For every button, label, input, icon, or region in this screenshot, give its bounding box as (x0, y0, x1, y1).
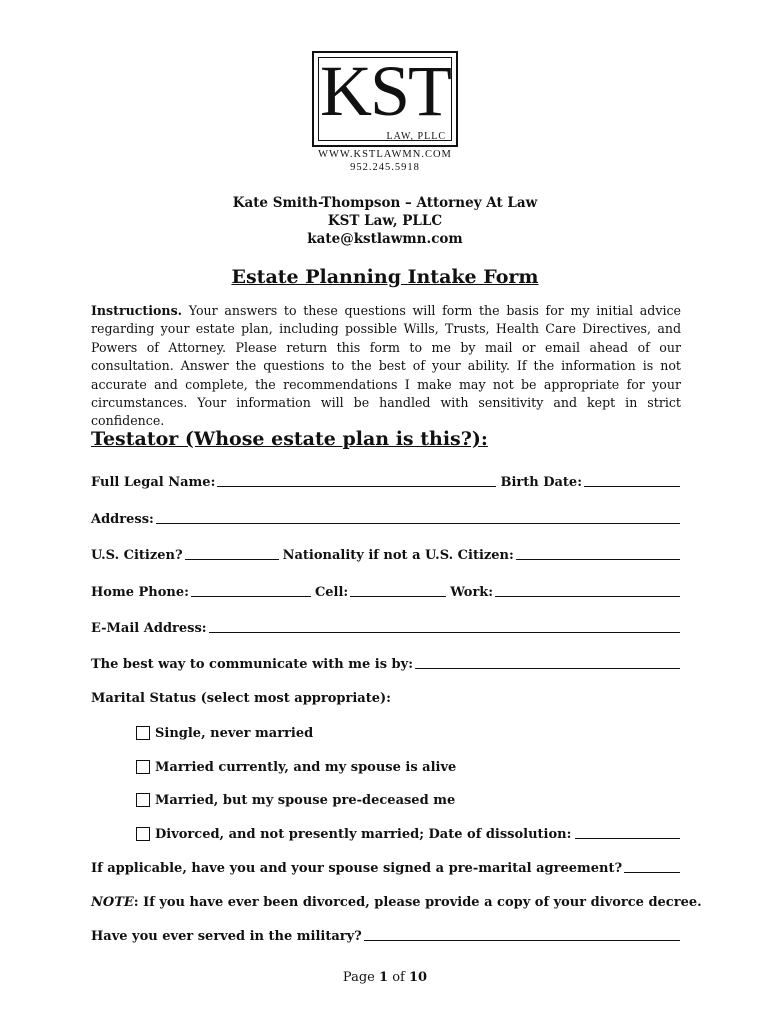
full-legal-name-field[interactable] (217, 486, 496, 487)
best-way-label: The best way to communicate with me is by: (91, 657, 413, 672)
note-row (91, 892, 702, 910)
instructions-label: Instructions. (91, 303, 183, 318)
instructions-text: Your answers to these questions will form the basis for my initial advice regarding your estate plan, including possible Wills, Trusts, Health Care Directives, and Powers of Attorney. Please return this form to me by mail or email ahead of our consultation. Answer the questions to the best of your ability. If the information is not accurate and complete, the recommendations I make may not be appropriate for your circumstances. Your information will be handled with sensitivity and kept in strict confidence. (91, 303, 681, 429)
citizenship-row (91, 545, 680, 563)
section-title: Testator (Whose estate plan is this?): (91, 428, 488, 450)
marital-option-label: Divorced, and not presently married; Date of dissolution: (155, 827, 572, 842)
logo-mark: KST (320, 51, 451, 131)
premarital-field[interactable] (624, 872, 680, 873)
logo-phone: 952.245.5918 (350, 162, 420, 173)
full-legal-name-label: Full Legal Name: (91, 475, 216, 490)
logo-website: WWW.KSTLAWMN.COM (318, 149, 452, 160)
marital-status-label: Marital Status (select most appropriate): (91, 691, 391, 706)
work-field[interactable] (495, 596, 680, 597)
checkbox[interactable] (136, 760, 150, 774)
phone-row (91, 582, 680, 600)
birth-date-label: Birth Date: (500, 475, 582, 490)
attorney-name: Kate Smith-Thompson – Attorney At Law (232, 195, 538, 211)
firm-email: kate@kstlawmn.com (307, 231, 463, 247)
address-row (91, 509, 680, 527)
marital-option-divorced[interactable] (136, 824, 680, 842)
us-citizen-label: U.S. Citizen? (91, 548, 183, 563)
cell-label: Cell: (314, 585, 349, 600)
note-label: NOTE (91, 895, 134, 910)
firm-name: KST Law, PLLC (327, 213, 443, 229)
work-label: Work: (450, 585, 494, 600)
military-field[interactable] (364, 940, 680, 941)
dissolution-date-field[interactable] (575, 838, 680, 839)
nationality-label: Nationality if not a U.S. Citizen: (282, 548, 514, 563)
checkbox[interactable] (136, 827, 150, 841)
instructions-paragraph (91, 302, 681, 431)
marital-option-married[interactable] (136, 757, 456, 775)
communication-row (91, 654, 680, 672)
premarital-label: If applicable, have you and your spouse signed a pre-marital agreement? (91, 861, 623, 876)
firm-logo (312, 51, 458, 147)
birth-date-field[interactable] (584, 486, 680, 487)
best-way-field[interactable] (415, 668, 680, 669)
note-text: : If you have ever been divorced, please provide a copy of your divorce decree. (133, 895, 702, 910)
current-page: 1 (379, 970, 389, 985)
of-word: of (392, 970, 405, 985)
cell-field[interactable] (350, 596, 446, 597)
form-title: Estate Planning Intake Form (231, 266, 539, 288)
home-phone-label: Home Phone: (91, 585, 189, 600)
page-footer (0, 970, 770, 985)
marital-option-single[interactable] (136, 723, 313, 741)
name-birthdate-row (91, 472, 680, 490)
email-row (91, 618, 680, 636)
total-pages: 10 (408, 970, 428, 985)
checkbox[interactable] (136, 793, 150, 807)
email-label: E-Mail Address: (91, 621, 207, 636)
logo-subtitle: LAW, PLLC (386, 131, 446, 142)
military-label: Have you ever served in the military? (91, 929, 362, 944)
checkbox[interactable] (136, 726, 150, 740)
email-field[interactable] (209, 632, 680, 633)
military-row (91, 926, 680, 944)
nationality-field[interactable] (516, 559, 680, 560)
marital-option-widowed[interactable] (136, 790, 455, 808)
marital-option-label: Married currently, and my spouse is alive (155, 760, 457, 775)
address-label: Address: (91, 512, 154, 527)
marital-option-label: Married, but my spouse pre-deceased me (155, 793, 456, 808)
home-phone-field[interactable] (191, 596, 311, 597)
address-field[interactable] (156, 523, 680, 524)
premarital-row (91, 858, 680, 876)
us-citizen-field[interactable] (185, 559, 279, 560)
marital-option-label: Single, never married (155, 726, 314, 741)
marital-status-row (91, 688, 680, 706)
page-word: Page (342, 970, 375, 985)
